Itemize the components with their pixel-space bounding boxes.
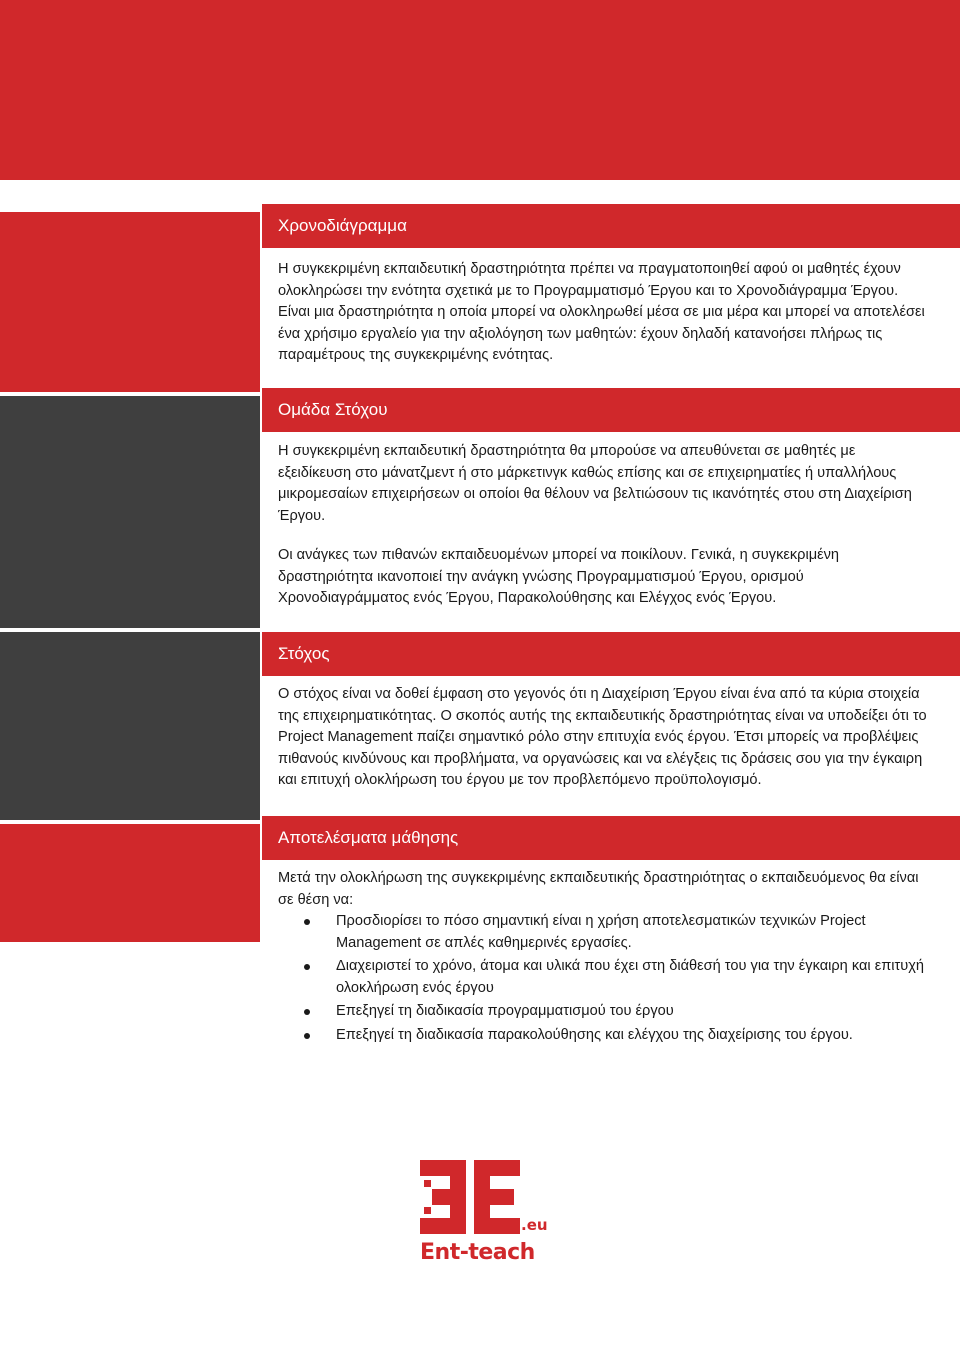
paragraph: Ο στόχος είναι να δοθεί έμφαση στο γεγονός ότι η Διαχείριση Έργου είναι ένα από τα κύρια στοιχεία της επιχειρηματικότητας. Ο σκοπός αυτής της εκπαιδευτικής δραστηριότητας είναι να υποδείξει ότι το Project Management παίζει σημαντικό ρόλο στην επιτυχία ενός έργου. Έτσι μπορείς να προβλέψεις πιθανούς κινδύνους και προβλήματα, να οργανώσεις και να ελέγξεις τις δράσεις σου για την έγκαιρη και επιτυχή ολοκλήρωση του έργου με τον προβλεπόμενο προϋπολογισμό.	[278, 686, 927, 788]
paragraph: Μετά την ολοκλήρωση της συγκεκριμένης εκπαιδευτικής δραστηριότητας ο εκπαιδευόμενος θα είναι σε θέση να:	[278, 870, 919, 908]
paragraph: Η συγκεκριμένη εκπαιδευτική δραστηριότητα πρέπει να πραγματοποιηθεί αφού οι μαθητές έχουν ολοκληρώσει την ενότητα σχετικά με το Προγραμματισμό Έργου και το Χρονοδιάγραμμα Έργου. Είναι μια δραστηριότητα η οποία μπορεί να ολοκληρωθεί μέσα σε μια μέρα και μπορεί να αποτελέσει ένα χρήσιμο εργαλείο για την αξιολόγηση των μαθητών: έχουν δηλαδή κατανοήσει πλήρως τις παραμέτρους της συγκεκριμένης ενότητας.	[278, 261, 925, 363]
section-body-learning-outcomes-intro	[278, 868, 928, 911]
section-body-target-group	[278, 441, 928, 610]
left-bar-gray-2	[0, 632, 260, 820]
section-body-timeline	[278, 259, 928, 367]
bullet-icon	[304, 1033, 310, 1039]
section-header-learning-outcomes: Αποτελέσματα μάθησης	[262, 816, 960, 860]
section-header-goal: Στόχος	[262, 632, 960, 676]
list-item: Διαχειριστεί το χρόνο, άτομα και υλικά που έχει στη διάθεσή του για την έγκαιρη και επιτυχή ολοκλήρωση ενός έργου	[278, 956, 928, 999]
bullet-icon	[304, 1009, 310, 1015]
paragraph: Η συγκεκριμένη εκπαιδευτική δραστηριότητα θα μπορούσε να απευθύνεται σε μαθητές με εξειδίκευση στο μάνατζμεντ ή στο μάρκετινγκ καθώς επίσης και σε επιχειρηματίες ή υπαλλήλους μικρομεσαίων επιχειρήσεων οι οποίοι θα θέλουν να βελτιώσουν τις ικανότητές στου στη Διαχείριση Έργου.	[278, 443, 912, 524]
left-bar-red-2	[0, 824, 260, 942]
list-item: Επεξηγεί τη διαδικασία προγραμματισμού του έργου	[278, 1001, 928, 1023]
left-bar-gray-1	[0, 396, 260, 628]
ent-teach-logo	[420, 1158, 550, 1278]
logo-suffix: .eu	[521, 1216, 548, 1234]
bullet-icon	[304, 919, 310, 925]
list-item: Επεξηγεί τη διαδικασία παρακολούθησης και ελέγχου της διαχείρισης του έργου.	[278, 1025, 928, 1047]
section-header-target-group: Ομάδα Στόχου	[262, 388, 960, 432]
learning-outcomes-list	[278, 911, 928, 1048]
bullet-icon	[304, 964, 310, 970]
top-band	[0, 0, 960, 180]
logo-name: Ent-teach	[420, 1240, 535, 1265]
paragraph: Οι ανάγκες των πιθανών εκπαιδευομένων μπορεί να ποικίλουν. Γενικά, η συγκεκριμένη δραστηριότητα ικανοποιεί την ανάγκη γνώσης Προγραμματισμού Έργου, ορισμού Χρονοδιαγράμματος ενός Έργου, Παρακολούθησης και Ελέγχος ενός Έργου.	[278, 547, 840, 606]
list-item: Προσδιορίσει το πόσο σημαντική είναι η χρήση αποτελεσματικών τεχνικών Project Management σε απλές καθημερινές εργασίες.	[278, 911, 928, 954]
left-bar-red-1	[0, 212, 260, 392]
section-header-timeline: Χρονοδιάγραμμα	[262, 204, 960, 248]
section-body-goal	[278, 684, 928, 792]
